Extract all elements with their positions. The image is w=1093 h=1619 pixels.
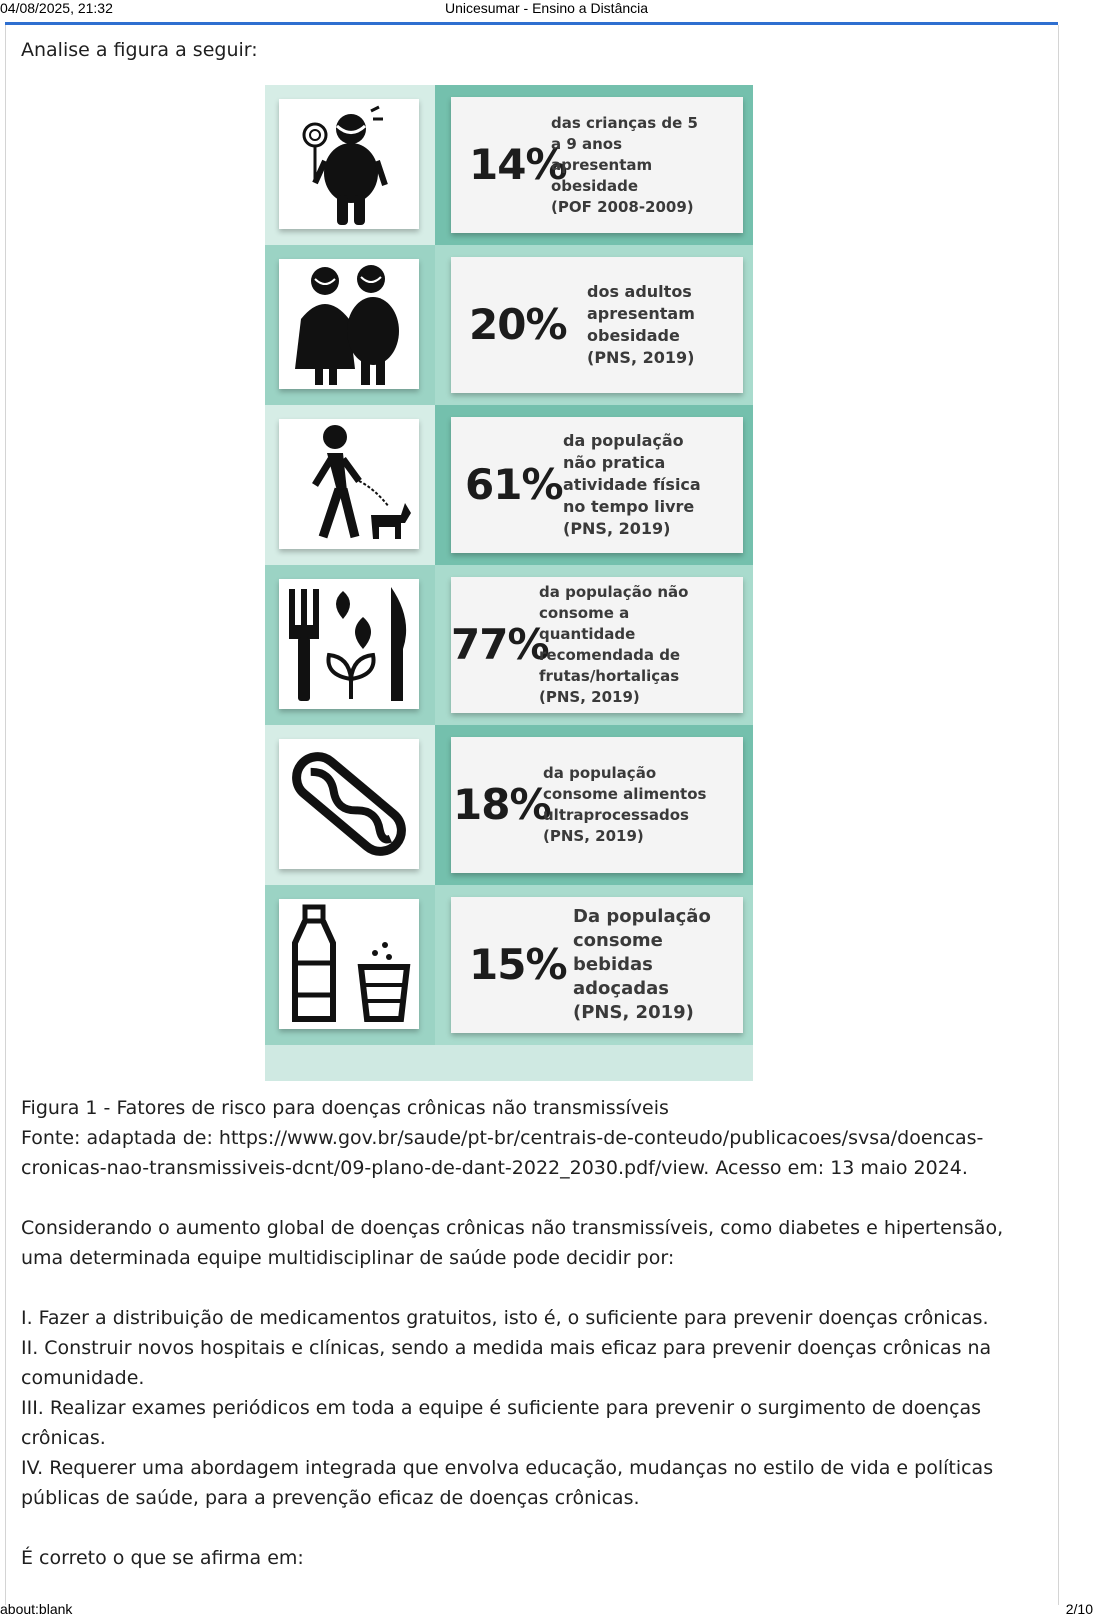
- hot-dog-icon: [279, 739, 419, 869]
- statement-1: I. Fazer a distribuição de medicamentos gratuitos, isto é, o suficiente para prevenir doenças crônicas.: [21, 1307, 989, 1329]
- stat-description: da população não pratica atividade física no tempo livre (PNS, 2019): [563, 431, 701, 538]
- infographic-row: [265, 565, 753, 725]
- figure-container: [21, 85, 1046, 1085]
- print-datetime: 04/08/2025, 21:32: [0, 0, 113, 16]
- print-page-title: Unicesumar - Ensino a Distância: [444, 0, 649, 16]
- print-header: [0, 0, 1093, 16]
- stat-description: Da população consome bebidas adoçadas (PNS, 2019): [573, 906, 711, 1023]
- print-page-number: 2/10: [1065, 1601, 1093, 1617]
- stat-percent: 77%: [451, 620, 549, 669]
- question-context: Considerando o aumento global de doenças crônicas não transmissíveis, como diabetes e hipertensão, uma determinada equipe multidisciplinar de saúde pode decidir por:: [21, 1217, 1004, 1269]
- statement-4: IV. Requerer uma abordagem integrada que envolva educação, mudanças no estilo de vida e políticas públicas de saúde, para a prevenção eficaz de doenças crônicas.: [21, 1457, 994, 1509]
- stat-card: [451, 737, 743, 873]
- figure-caption-source: Fonte: adaptada de: https://www.gov.br/saude/pt-br/centrais-de-conteudo/publicacoes/svsa/doencas-cronicas-nao-transmissiveis-dcnt/09-plano-de-dant-2022_2030.pdf/view. Acesso em: 13 maio 2024.: [21, 1127, 984, 1179]
- stat-card: [451, 417, 743, 553]
- stat-percent: 15%: [469, 940, 567, 989]
- stat-description: das crianças de 5 a 9 anos apresentam obesidade (POF 2008-2009): [551, 113, 698, 216]
- infographic-row: [265, 725, 753, 885]
- infographic-row: [265, 405, 753, 565]
- statement-2: II. Construir novos hospitais e clínicas, sendo a medida mais eficaz para prevenir doenças crônicas na comunidade.: [21, 1337, 992, 1389]
- fork-knife-leaves-icon: [279, 579, 419, 709]
- stat-percent: 61%: [465, 460, 563, 509]
- question-prompt: É correto o que se afirma em:: [21, 1547, 304, 1569]
- infographic-row: [265, 885, 753, 1045]
- question-card: [5, 25, 1059, 1605]
- figure-caption-title: Figura 1 - Fatores de risco para doenças crônicas não transmissíveis: [21, 1097, 669, 1119]
- child-with-lollipop-icon: [279, 99, 419, 229]
- stat-percent: 14%: [469, 140, 567, 189]
- infographic-row: [265, 245, 753, 405]
- print-footer: [0, 1601, 1093, 1619]
- stat-card: [451, 97, 743, 233]
- question-intro: Analise a figura a seguir:: [21, 39, 258, 61]
- stat-description: da população consome alimentos ultraprocessados (PNS, 2019): [543, 764, 707, 845]
- stat-card: [451, 257, 743, 393]
- infographic-row: [265, 85, 753, 245]
- bottle-and-cup-icon: [279, 899, 419, 1029]
- statement-3: III. Realizar exames periódicos em toda a equipe é suficiente para prevenir o surgimento de doenças crônicas.: [21, 1397, 982, 1449]
- stat-card: [451, 577, 743, 713]
- print-url: about:blank: [0, 1601, 73, 1617]
- risk-factors-infographic: [265, 85, 753, 1081]
- adult-couple-icon: [279, 259, 419, 389]
- stat-percent: 18%: [453, 780, 551, 829]
- stat-percent: 20%: [469, 300, 567, 349]
- stat-card: [451, 897, 743, 1033]
- person-walking-dog-icon: [279, 419, 419, 549]
- question-content: [21, 35, 1046, 1573]
- stat-description: dos adultos apresentam obesidade (PNS, 2019): [587, 282, 695, 367]
- stat-description: da população não consome a quantidade recomendada de frutas/hortaliças (PNS, 2019): [539, 583, 689, 706]
